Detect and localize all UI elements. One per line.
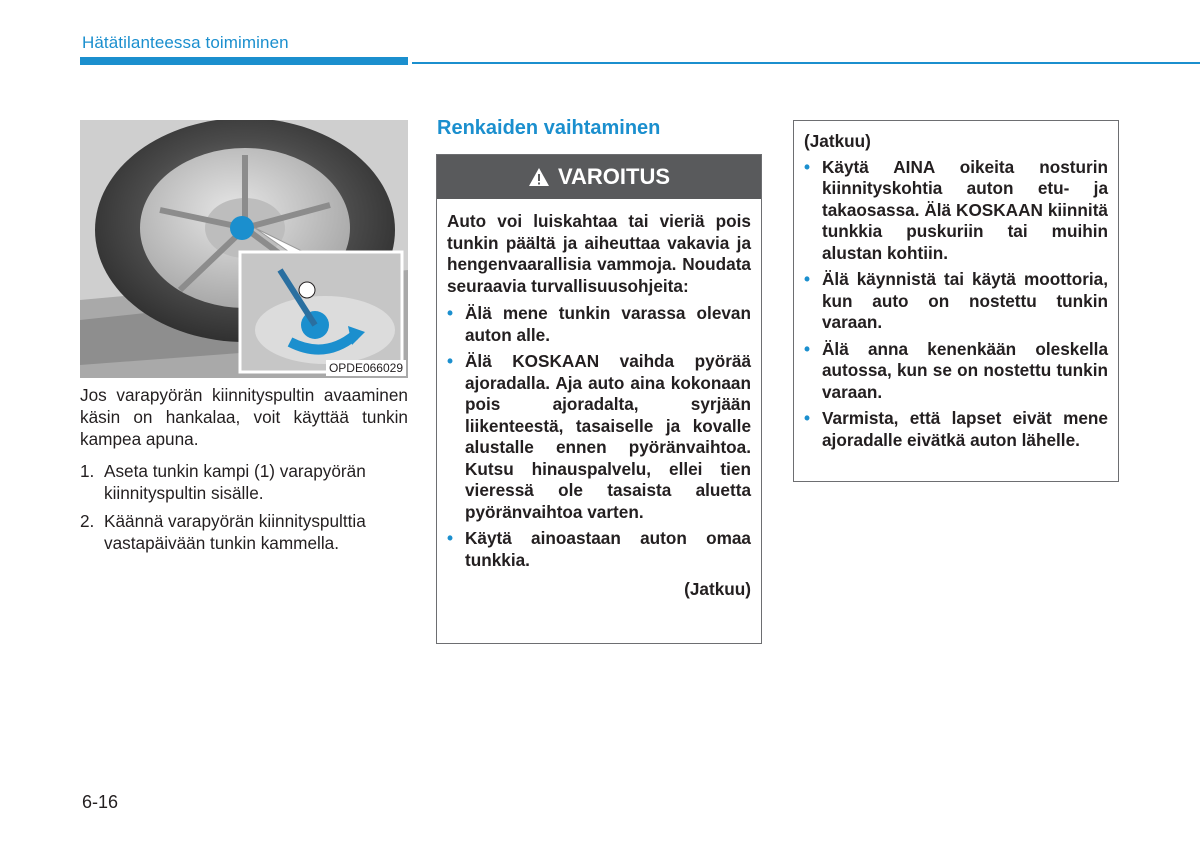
- list-item: [447, 303, 751, 346]
- continued-label: (Jatkuu): [804, 131, 871, 151]
- figure-code: OPDE066029: [326, 360, 406, 376]
- bullet-text: Älä KOSKAAN vaihda pyörää ajoradalla. Aja auto aina kokonaan pois ajoradalta, syrjään liikenteestä, tasaiselle ja kovalle alustalle ennen pyöränvaihtoa. Kutsu hinauspalvelu, ellei tien vieressä ole tasaista aluetta pyöränvaihtoa varten.: [465, 351, 751, 522]
- bullet-icon: •: [447, 351, 454, 371]
- warning-box: [436, 154, 762, 644]
- warning-label: VAROITUS: [557, 164, 671, 189]
- bullet-text: Älä mene tunkin varassa olevan auton alle.: [465, 303, 751, 345]
- list-item: [447, 528, 751, 571]
- section-title: Renkaiden vaihtaminen: [437, 117, 661, 139]
- list-item: [804, 339, 1108, 404]
- bullet-icon: •: [804, 156, 811, 177]
- step-number: 2.: [80, 511, 95, 531]
- bullet-icon: •: [804, 269, 811, 289]
- warning-intro: Auto voi luiskahtaa tai vieriä pois tunkin päältä ja aiheuttaa vakavia ja hengenvaarallisia vammoja. Noudata seuraavia turvallisuusohjeita:: [447, 211, 751, 296]
- step-item: [80, 460, 408, 504]
- step-text: Aseta tunkin kampi (1) varapyörän kiinnityspultin sisälle.: [104, 461, 366, 503]
- bullet-text: Älä anna kenenkään oleskella autossa, kun se on nostettu tunkin varaan.: [822, 338, 1108, 402]
- list-item: [447, 351, 751, 523]
- spare-wheel-figure: [80, 120, 408, 378]
- warning-triangle-icon: [528, 167, 550, 187]
- detail-inset: [240, 252, 402, 372]
- warning-bullet-list: [447, 303, 751, 571]
- continued-note: (Jatkuu): [684, 579, 751, 599]
- bullet-icon: •: [804, 408, 811, 428]
- bullet-text: Varmista, että lapset eivät mene ajoradalle eivätkä auton lähelle.: [822, 408, 1108, 450]
- intro-paragraph: Jos varapyörän kiinnityspultin avaaminen käsin on hankalaa, voit käyttää tunkin kampea apuna.: [80, 385, 408, 449]
- bullet-text: Älä käynnistä tai käytä moottoria, kun auto on nostettu tunkin varaan.: [822, 269, 1108, 332]
- running-header: Hätätilanteessa toimiminen: [82, 33, 289, 52]
- bullet-icon: •: [447, 528, 454, 548]
- warning-body: [437, 199, 761, 601]
- step-text: Käännä varapyörän kiinnityspulttia vastapäivään tunkin kammella.: [104, 511, 366, 553]
- left-body-text: [80, 384, 408, 560]
- header-rule-thin: [412, 62, 1200, 64]
- list-item: [804, 408, 1108, 451]
- warning-header: [437, 155, 761, 199]
- bullet-icon: •: [447, 303, 454, 323]
- continuation-bullet-list: [804, 157, 1108, 452]
- step-item: [80, 510, 408, 554]
- step-list: [80, 460, 408, 554]
- list-item: [804, 157, 1108, 265]
- bullet-text: Käytä AINA oikeita nosturin kiinnityskohtia auton etu- ja takaosassa. Älä KOSKAAN kiinnitä tunkkia puskuriin tai muihin alustan kohtiin.: [822, 156, 1108, 263]
- step-number: 1.: [80, 461, 95, 481]
- list-item: [804, 269, 1108, 334]
- spare-wheel-illustration: [80, 120, 408, 378]
- bullet-icon: •: [804, 338, 811, 359]
- bullet-text: Käytä ainoastaan auton omaa tunkkia.: [465, 528, 751, 570]
- header-rule-thick: [80, 57, 408, 65]
- continuation-box: [793, 120, 1119, 482]
- page-number: 6-16: [82, 792, 119, 812]
